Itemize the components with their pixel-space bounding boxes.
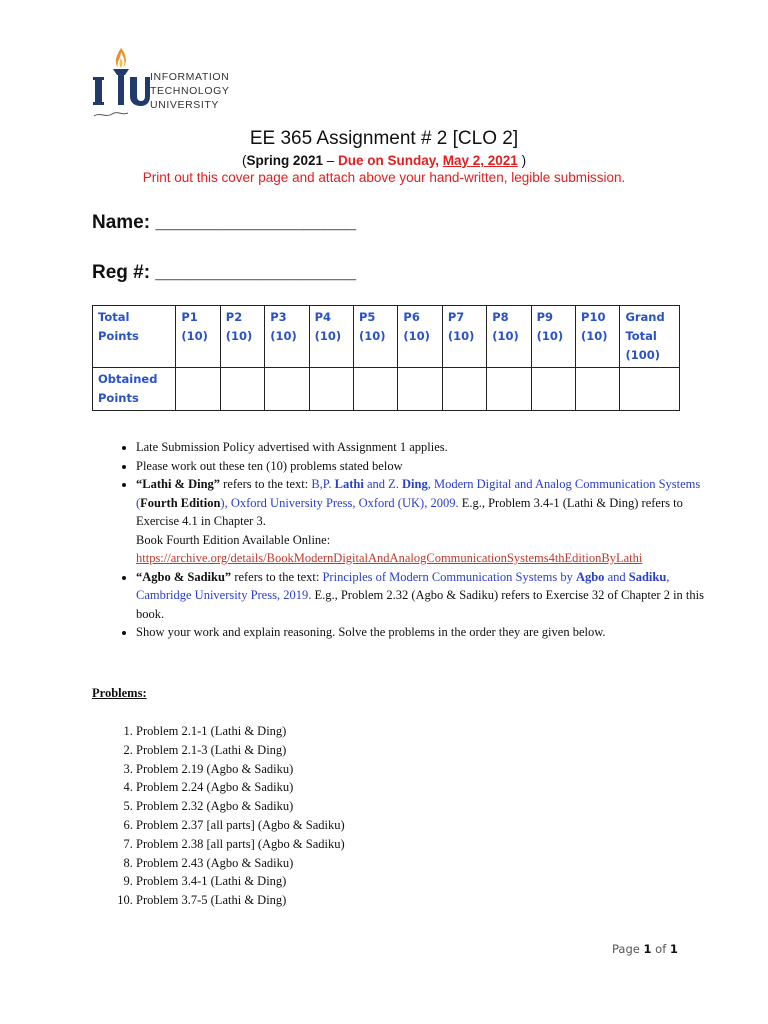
score-cell-p3[interactable] xyxy=(265,368,309,411)
score-cell-p7[interactable] xyxy=(442,368,486,411)
university-line: TECHNOLOGY xyxy=(150,85,230,97)
obtained-points-row xyxy=(93,368,680,411)
due-label: Due on Sunday, xyxy=(337,153,443,168)
assignment-subtitle xyxy=(0,153,768,168)
list-item-agbo-reference: • “Agbo & Sadiku” refers to the text: Principles of Modern Communication Systems by Agbo and Sadiku, Cambridge University Press, 2019. E.g., Problem 2.32 (Agbo & Sadiku) refers to Exercise 32 of Chapter 2 in this book. xyxy=(136,568,711,624)
problem-item: 3. Problem 2.19 (Agbo & Sadiku) xyxy=(136,760,345,779)
header-cell-p9: P9 (10) xyxy=(531,306,575,368)
name-field: Name: ___________________ xyxy=(92,212,357,233)
header-cell-grand-total: Grand Total (100) xyxy=(620,306,680,368)
subtitle-dash: – xyxy=(322,153,338,168)
problem-item: 9. Problem 3.4-1 (Lathi & Ding) xyxy=(136,872,345,891)
header-cell-p2: P2 (10) xyxy=(220,306,264,368)
score-cell-p4[interactable] xyxy=(309,368,353,411)
university-line: INFORMATION xyxy=(150,71,230,83)
score-cell-p10[interactable] xyxy=(576,368,620,411)
university-name xyxy=(150,70,230,112)
archive-link[interactable]: https://archive.org/details/BookModernDigitalAndAnalogCommunicationSystems4thEditionByLathi xyxy=(136,551,643,565)
problems-heading: Problems: xyxy=(92,686,147,700)
header-cell-p8: P8 (10) xyxy=(487,306,531,368)
term: Spring 2021 xyxy=(246,153,323,168)
list-item: • Show your work and explain reasoning. Solve the problems in the order they are given below. xyxy=(136,623,711,642)
subtitle-close: ) xyxy=(517,153,527,168)
header-cell-p3: P3 (10) xyxy=(265,306,309,368)
header-cell-p4: P4 (10) xyxy=(309,306,353,368)
problem-item: 4. Problem 2.24 (Agbo & Sadiku) xyxy=(136,778,345,797)
header-cell-total-points: Total Points xyxy=(93,306,176,368)
score-cell-grand-total[interactable] xyxy=(620,368,680,411)
header-cell-p10: P10 (10) xyxy=(576,306,620,368)
problem-item: 2. Problem 2.1-3 (Lathi & Ding) xyxy=(136,741,345,760)
problem-item: 8. Problem 2.43 (Agbo & Sadiku) xyxy=(136,854,345,873)
assignment-title: EE 365 Assignment # 2 [CLO 2] xyxy=(249,128,519,149)
problem-item: 6. Problem 2.37 [all parts] (Agbo & Sadiku) xyxy=(136,816,345,835)
score-table xyxy=(92,305,680,411)
score-cell-p5[interactable] xyxy=(354,368,398,411)
university-line: UNIVERSITY xyxy=(150,99,220,111)
problems-list xyxy=(110,722,345,910)
problem-item: 5. Problem 2.32 (Agbo & Sadiku) xyxy=(136,797,345,816)
page-number: Page 1 of 1 xyxy=(612,942,678,956)
subtitle-open: ( xyxy=(241,153,247,168)
header-cell-p1: P1 (10) xyxy=(176,306,220,368)
score-cell-p2[interactable] xyxy=(220,368,264,411)
problem-item: 7. Problem 2.38 [all parts] (Agbo & Sadiku) xyxy=(136,835,345,854)
instructions-list xyxy=(110,438,711,642)
score-cell-p6[interactable] xyxy=(398,368,442,411)
print-instruction: Print out this cover page and attach above your hand-written, legible submission. xyxy=(142,170,626,185)
header-cell-p6: P6 (10) xyxy=(398,306,442,368)
list-item-lathi-reference: • “Lathi & Ding” refers to the text: B,P. Lathi and Z. Ding, Modern Digital and Analog Communication Systems (Fourth Edition), Oxford University Press, Oxford (UK), 2009. E.g., Problem 3.4-1 (Lathi & Ding) refers to Exercise 4.1 in Chapter 3. Book Fourth Edition Available Online: https://archive.org/details/BookModernDigitalAndAnalogCommunicationSystems4thEditionByLathi xyxy=(136,475,711,568)
header-cell-p5: P5 (10) xyxy=(354,306,398,368)
reg-field: Reg #: ___________________ xyxy=(92,262,357,283)
problem-item: 1. Problem 2.1-1 (Lathi & Ding) xyxy=(136,722,345,741)
score-cell-p8[interactable] xyxy=(487,368,531,411)
header-cell-p7: P7 (10) xyxy=(442,306,486,368)
obtained-points-label: Obtained Points xyxy=(93,368,176,411)
table-header-row xyxy=(93,306,680,368)
score-cell-p9[interactable] xyxy=(531,368,575,411)
score-cell-p1[interactable] xyxy=(176,368,220,411)
problem-item: 10. Problem 3.7-5 (Lathi & Ding) xyxy=(136,891,345,910)
list-item: • Late Submission Policy advertised with Assignment 1 applies. xyxy=(136,438,711,457)
due-date: May 2, 2021 xyxy=(442,153,518,168)
list-item: • Please work out these ten (10) problems stated below xyxy=(136,457,711,476)
